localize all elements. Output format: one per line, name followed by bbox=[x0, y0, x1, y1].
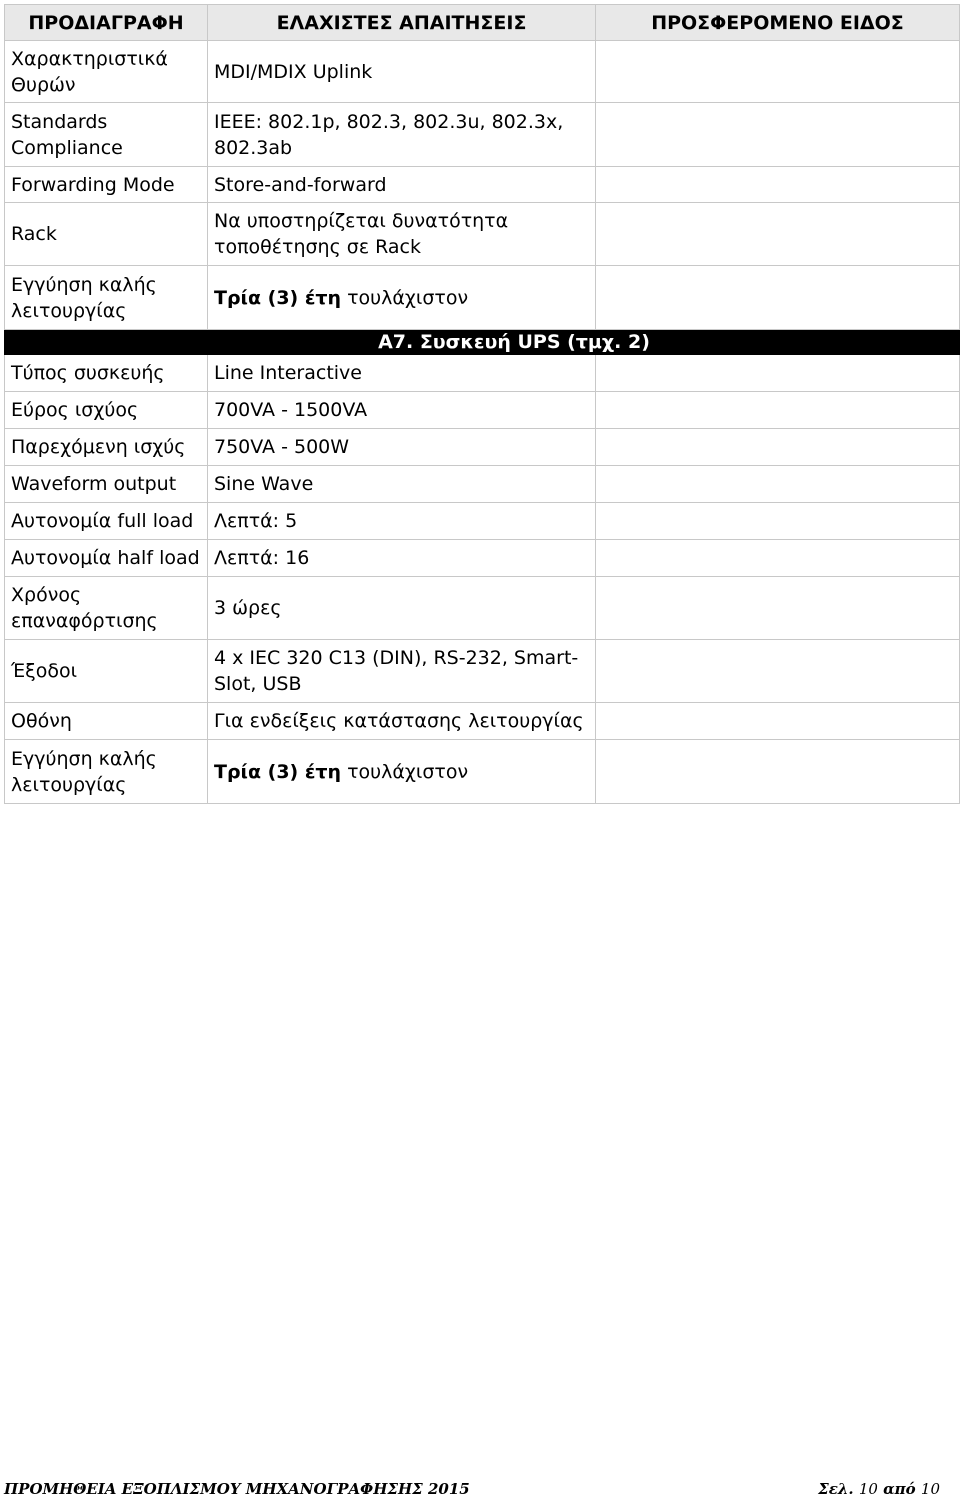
offered-cell bbox=[596, 503, 960, 540]
table-row bbox=[5, 266, 960, 330]
requirement-cell bbox=[208, 266, 596, 330]
spec-cell: Οθόνη bbox=[5, 703, 208, 740]
table-row bbox=[5, 167, 960, 203]
offered-cell bbox=[596, 740, 960, 804]
spec-cell: Χρόνος επαναφόρτισης bbox=[5, 577, 208, 640]
spec-cell: Χαρακτηριστικά Θυρών bbox=[5, 41, 208, 103]
requirement-cell: Για ενδείξεις κατάστασης λειτουργίας bbox=[208, 703, 596, 740]
spec-cell: Παρεχόμενη ισχύς bbox=[5, 429, 208, 466]
requirement-cell bbox=[208, 740, 596, 804]
requirement-cell: 750VA - 500W bbox=[208, 429, 596, 466]
spec-cell: Έξοδοι bbox=[5, 640, 208, 703]
page-of: από bbox=[883, 1480, 916, 1498]
header-spec: ΠΡΟΔΙΑΓΡΑΦΗ bbox=[5, 5, 208, 41]
requirement-cell: 700VA - 1500VA bbox=[208, 392, 596, 429]
table-row bbox=[5, 703, 960, 740]
specifications-table bbox=[4, 4, 960, 804]
offered-cell bbox=[596, 466, 960, 503]
table-row bbox=[5, 203, 960, 266]
table-header-row bbox=[5, 5, 960, 41]
table-row bbox=[5, 577, 960, 640]
requirement-cell: 4 x IEC 320 C13 (DIN), RS-232, Smart-Slot, USB bbox=[208, 640, 596, 703]
page-total: 10 bbox=[920, 1480, 940, 1498]
table-row bbox=[5, 466, 960, 503]
section-row bbox=[5, 330, 960, 355]
footer-title: ΠΡΟΜΗΘΕΙΑ ΕΞΟΠΛΙΣΜΟΥ ΜΗΧΑΝΟΓΡΑΦΗΣΗΣ 2015 bbox=[4, 1480, 470, 1498]
requirement-text: τουλάχιστον bbox=[341, 286, 469, 309]
table-row bbox=[5, 355, 960, 392]
table-row bbox=[5, 540, 960, 577]
offered-cell bbox=[596, 640, 960, 703]
requirement-cell: Sine Wave bbox=[208, 466, 596, 503]
offered-cell bbox=[596, 203, 960, 266]
requirement-bold: Τρία (3) έτη bbox=[214, 286, 342, 309]
offered-cell bbox=[596, 41, 960, 103]
offered-cell bbox=[596, 577, 960, 640]
table-row bbox=[5, 41, 960, 103]
page-prefix: Σελ. bbox=[818, 1480, 854, 1498]
table-row bbox=[5, 640, 960, 703]
spec-cell: Waveform output bbox=[5, 466, 208, 503]
offered-cell bbox=[596, 703, 960, 740]
requirement-text: τουλάχιστον bbox=[341, 760, 469, 783]
requirement-cell: 3 ώρες bbox=[208, 577, 596, 640]
spec-cell: Εγγύηση καλής λειτουργίας bbox=[5, 266, 208, 330]
offered-cell bbox=[596, 355, 960, 392]
spec-cell: Standards Compliance bbox=[5, 103, 208, 167]
offered-cell bbox=[596, 392, 960, 429]
offered-cell bbox=[596, 540, 960, 577]
offered-cell bbox=[596, 167, 960, 203]
spec-cell: Εύρος ισχύος bbox=[5, 392, 208, 429]
footer-page-number bbox=[818, 1480, 940, 1498]
table-row bbox=[5, 392, 960, 429]
page-current: 10 bbox=[858, 1480, 878, 1498]
requirement-cell: Line Interactive bbox=[208, 355, 596, 392]
spec-cell: Εγγύηση καλής λειτουργίας bbox=[5, 740, 208, 804]
page-footer bbox=[4, 1480, 940, 1500]
table-row bbox=[5, 429, 960, 466]
header-offered-item: ΠΡΟΣΦΕΡΟΜΕΝΟ ΕΙΔΟΣ bbox=[596, 5, 960, 41]
table-row bbox=[5, 740, 960, 804]
offered-cell bbox=[596, 103, 960, 167]
spec-cell: Αυτονομία full load bbox=[5, 503, 208, 540]
requirement-cell: Λεπτά: 16 bbox=[208, 540, 596, 577]
offered-cell bbox=[596, 266, 960, 330]
header-min-requirements: ΕΛΑΧΙΣΤΕΣ ΑΠΑΙΤΗΣΕΙΣ bbox=[208, 5, 596, 41]
requirement-cell: Να υποστηρίζεται δυνατότητα τοποθέτησης σε Rack bbox=[208, 203, 596, 266]
requirement-bold: Τρία (3) έτη bbox=[214, 760, 342, 783]
requirement-cell: IEEE: 802.1p, 802.3, 802.3u, 802.3x, 802.3ab bbox=[208, 103, 596, 167]
section-title: Α7. Συσκευή UPS (τμχ. 2) bbox=[5, 330, 960, 355]
offered-cell bbox=[596, 429, 960, 466]
requirement-cell: Store-and-forward bbox=[208, 167, 596, 203]
table-row bbox=[5, 103, 960, 167]
requirement-cell: MDI/MDIX Uplink bbox=[208, 41, 596, 103]
spec-cell: Rack bbox=[5, 203, 208, 266]
requirement-cell: Λεπτά: 5 bbox=[208, 503, 596, 540]
table-row bbox=[5, 503, 960, 540]
spec-cell: Forwarding Mode bbox=[5, 167, 208, 203]
spec-cell: Τύπος συσκευής bbox=[5, 355, 208, 392]
spec-cell: Αυτονομία half load bbox=[5, 540, 208, 577]
